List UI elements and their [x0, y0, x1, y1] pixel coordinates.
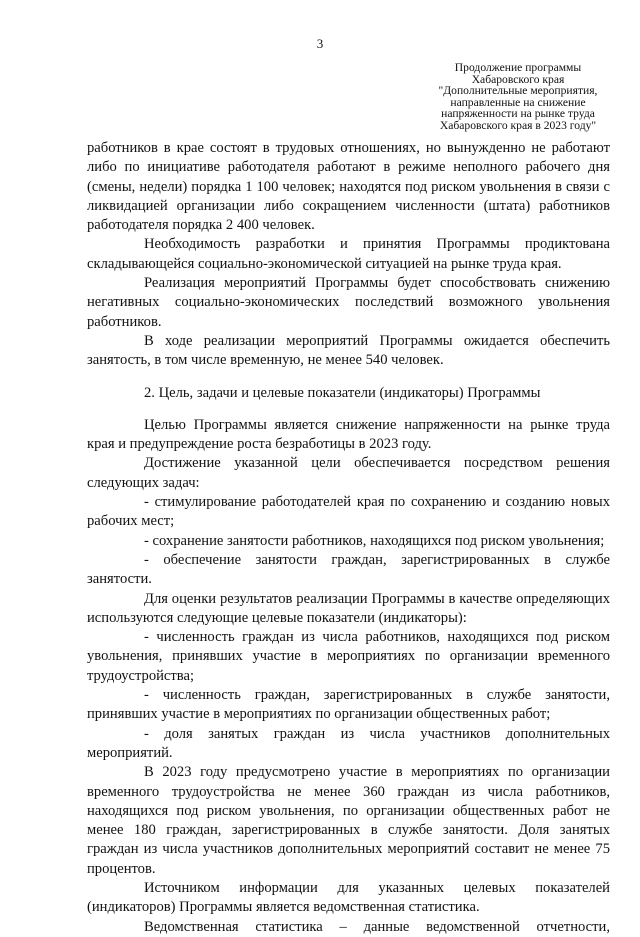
list-item: - доля занятых граждан из числа участников дополнительных мероприятий.	[87, 725, 610, 761]
paragraph: Источником информации для указанных целевых показателей (индикаторов) Программы является ведомственная статистика.	[87, 879, 610, 916]
page-number: 3	[316, 36, 324, 51]
paragraph: Достижение указанной цели обеспечивается посредством решения следующих задач:	[87, 455, 610, 491]
paragraph: В ходе реализации мероприятий Программы ожидается обеспечить занятость, в том числе временную, не менее 540 человек.	[87, 332, 610, 369]
header-line: направленные на снижение	[450, 95, 586, 109]
header-line: Хабаровского края	[471, 72, 565, 86]
paragraph: Реализация мероприятий Программы будет способствовать снижению негативных социально-экономических последствий возможного увольнения работников.	[87, 275, 610, 330]
list-item: - стимулирование работодателей края по сохранению и созданию новых рабочих мест;	[87, 494, 610, 530]
paragraph: работников в крае состоят в трудовых отношениях, но вынужденно не работают либо по инициативе работодателя работают в режиме неполного рабочего дня (смены, недели) порядка 1 100 человек; находятся под риском увольнения в связи с ликвидацией организации либо сокращением численности (штата) работников работодателя порядка 2 400 человек.	[87, 140, 610, 234]
paragraph: В 2023 году предусмотрено участие в мероприятиях по организации временного трудоустройства не менее 360 граждан из числа работников, находящихся под риском увольнения, по организации общественных работ не менее 180 граждан, зарегистрированных в службе занятости. Доля занятых граждан из числа участников дополнительных мероприятий составит не менее 75 процентов.	[87, 764, 610, 877]
document-header-note	[408, 62, 628, 132]
paragraph: Ведомственная статистика – данные ведомственной отчетности,	[144, 918, 610, 935]
list-item: - обеспечение занятости граждан, зарегистрированных в службе занятости.	[87, 551, 610, 588]
header-line: Продолжение программы	[454, 61, 582, 74]
paragraph: Для оценки результатов реализации Программы в качестве определяющих используются следующие целевые показатели (индикаторы):	[87, 590, 610, 626]
list-item: - численность граждан из числа работников, находящихся под риском увольнения, принявших участие в мероприятиях по организации временного трудоустройства;	[87, 629, 610, 684]
paragraph: Необходимость разработки и принятия Программы продиктована складывающейся социально-экономической ситуацией на рынке труда края.	[87, 236, 610, 272]
section-heading: 2. Цель, задачи и целевые показатели (индикаторы) Программы	[144, 384, 541, 401]
header-line: напряженности на рынке труда	[441, 107, 595, 121]
header-line: "Дополнительные мероприятия,	[438, 84, 598, 98]
list-item: - численность граждан, зарегистрированных в службе занятости, принявших участие в мероприятиях по организации общественных работ;	[87, 687, 610, 723]
paragraph: Целью Программы является снижение напряженности на рынке труда края и предупреждение роста безработицы в 2023 году.	[87, 416, 610, 453]
list-item: - сохранение занятости работников, находящихся под риском увольнения;	[144, 532, 605, 549]
document-body	[87, 139, 610, 937]
header-line: Хабаровского края в 2023 году"	[439, 118, 597, 132]
